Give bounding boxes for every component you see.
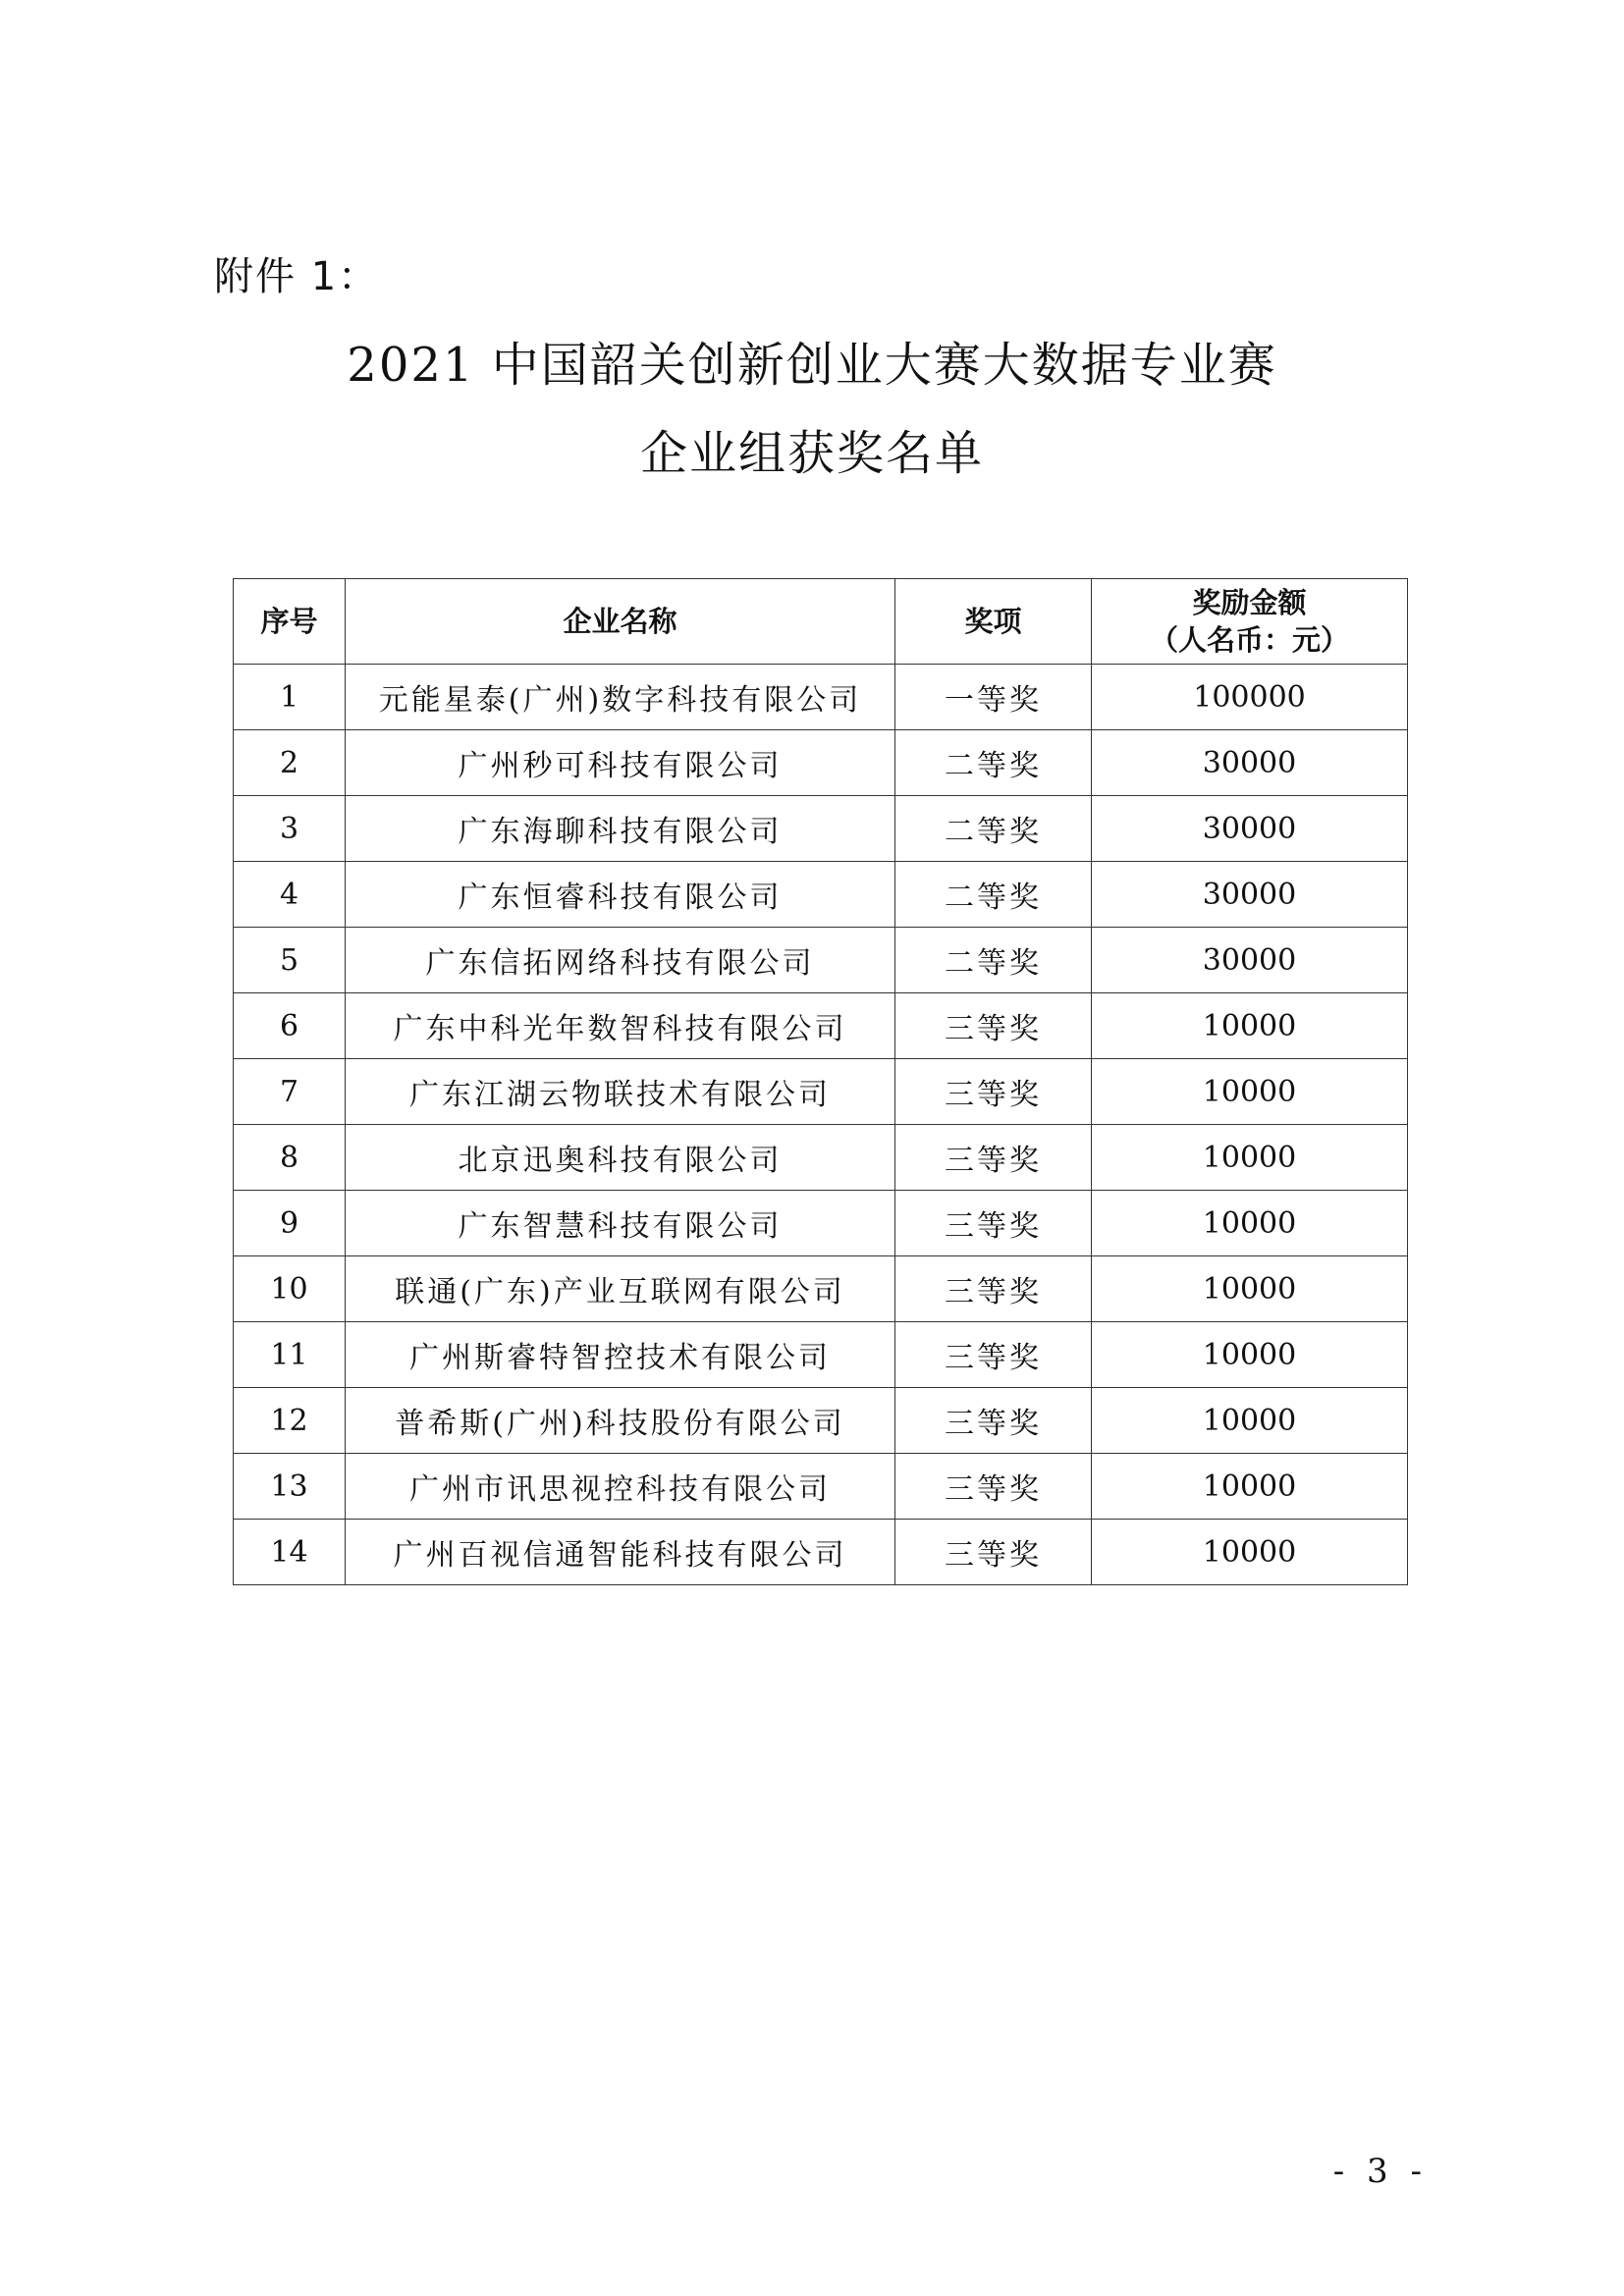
cell-company: 广东中科光年数智科技有限公司 [346, 993, 895, 1059]
cell-company: 元能星泰(广州)数字科技有限公司 [346, 665, 895, 730]
cell-company: 广东江湖云物联技术有限公司 [346, 1059, 895, 1125]
document-title-line-1: 2021 中国韶关创新创业大赛大数据专业赛 [347, 338, 1277, 393]
header-company: 企业名称 [346, 579, 895, 665]
table-row [234, 1388, 1408, 1454]
table-row [234, 1191, 1408, 1256]
cell-prize: 三等奖 [895, 1322, 1092, 1388]
attachment-label: 附件 1： [214, 254, 380, 299]
cell-prize: 二等奖 [895, 862, 1092, 928]
cell-no: 8 [234, 1125, 346, 1191]
table-row [234, 1520, 1408, 1585]
cell-no: 1 [234, 665, 346, 730]
table-row [234, 1322, 1408, 1388]
cell-prize: 三等奖 [895, 1059, 1092, 1125]
table-row [234, 1059, 1408, 1125]
cell-prize: 三等奖 [895, 1125, 1092, 1191]
cell-prize: 一等奖 [895, 665, 1092, 730]
cell-company: 广东智慧科技有限公司 [346, 1191, 895, 1256]
table-row [234, 928, 1408, 993]
cell-company: 广州市讯思视控科技有限公司 [346, 1454, 895, 1520]
cell-company: 广州百视信通智能科技有限公司 [346, 1520, 895, 1585]
cell-no: 5 [234, 928, 346, 993]
page-number: - 3 - [1332, 2152, 1428, 2191]
table-row [234, 1125, 1408, 1191]
table-body [234, 665, 1408, 1585]
cell-amount: 10000 [1092, 1520, 1408, 1585]
cell-prize: 三等奖 [895, 1256, 1092, 1322]
cell-amount: 100000 [1092, 665, 1408, 730]
cell-company: 广州秒可科技有限公司 [346, 730, 895, 796]
document-title-line-2: 企业组获奖名单 [639, 426, 984, 481]
award-table [233, 578, 1408, 1585]
header-amount-line1: 奖励金额 [1192, 586, 1307, 619]
cell-no: 13 [234, 1454, 346, 1520]
cell-amount: 10000 [1092, 1388, 1408, 1454]
cell-amount: 10000 [1092, 1191, 1408, 1256]
cell-amount: 30000 [1092, 796, 1408, 862]
cell-prize: 二等奖 [895, 796, 1092, 862]
cell-prize: 三等奖 [895, 993, 1092, 1059]
cell-amount: 10000 [1092, 1256, 1408, 1322]
table-row [234, 730, 1408, 796]
header-amount-line2: （人名币：元） [1149, 623, 1349, 657]
cell-no: 4 [234, 862, 346, 928]
table-row [234, 665, 1408, 730]
cell-company: 北京迅奥科技有限公司 [346, 1125, 895, 1191]
cell-company: 广东信拓网络科技有限公司 [346, 928, 895, 993]
cell-company: 普希斯(广州)科技股份有限公司 [346, 1388, 895, 1454]
cell-amount: 30000 [1092, 730, 1408, 796]
table-header-row [234, 579, 1408, 665]
cell-no: 11 [234, 1322, 346, 1388]
header-amount [1092, 579, 1408, 665]
cell-amount: 30000 [1092, 928, 1408, 993]
table-row [234, 862, 1408, 928]
header-prize: 奖项 [895, 579, 1092, 665]
cell-no: 6 [234, 993, 346, 1059]
cell-prize: 三等奖 [895, 1520, 1092, 1585]
table-row [234, 796, 1408, 862]
cell-company: 联通(广东)产业互联网有限公司 [346, 1256, 895, 1322]
cell-company: 广州斯睿特智控技术有限公司 [346, 1322, 895, 1388]
cell-amount: 10000 [1092, 1454, 1408, 1520]
table-row [234, 1256, 1408, 1322]
table-row [234, 993, 1408, 1059]
cell-prize: 三等奖 [895, 1454, 1092, 1520]
cell-no: 12 [234, 1388, 346, 1454]
header-no: 序号 [234, 579, 346, 665]
cell-amount: 10000 [1092, 993, 1408, 1059]
cell-amount: 30000 [1092, 862, 1408, 928]
cell-no: 10 [234, 1256, 346, 1322]
cell-company: 广东海聊科技有限公司 [346, 796, 895, 862]
cell-no: 3 [234, 796, 346, 862]
cell-amount: 10000 [1092, 1125, 1408, 1191]
cell-prize: 二等奖 [895, 928, 1092, 993]
cell-amount: 10000 [1092, 1059, 1408, 1125]
cell-no: 2 [234, 730, 346, 796]
cell-prize: 三等奖 [895, 1191, 1092, 1256]
cell-company: 广东恒睿科技有限公司 [346, 862, 895, 928]
cell-no: 7 [234, 1059, 346, 1125]
cell-no: 9 [234, 1191, 346, 1256]
table-row [234, 1454, 1408, 1520]
cell-amount: 10000 [1092, 1322, 1408, 1388]
cell-prize: 二等奖 [895, 730, 1092, 796]
cell-prize: 三等奖 [895, 1388, 1092, 1454]
cell-no: 14 [234, 1520, 346, 1585]
